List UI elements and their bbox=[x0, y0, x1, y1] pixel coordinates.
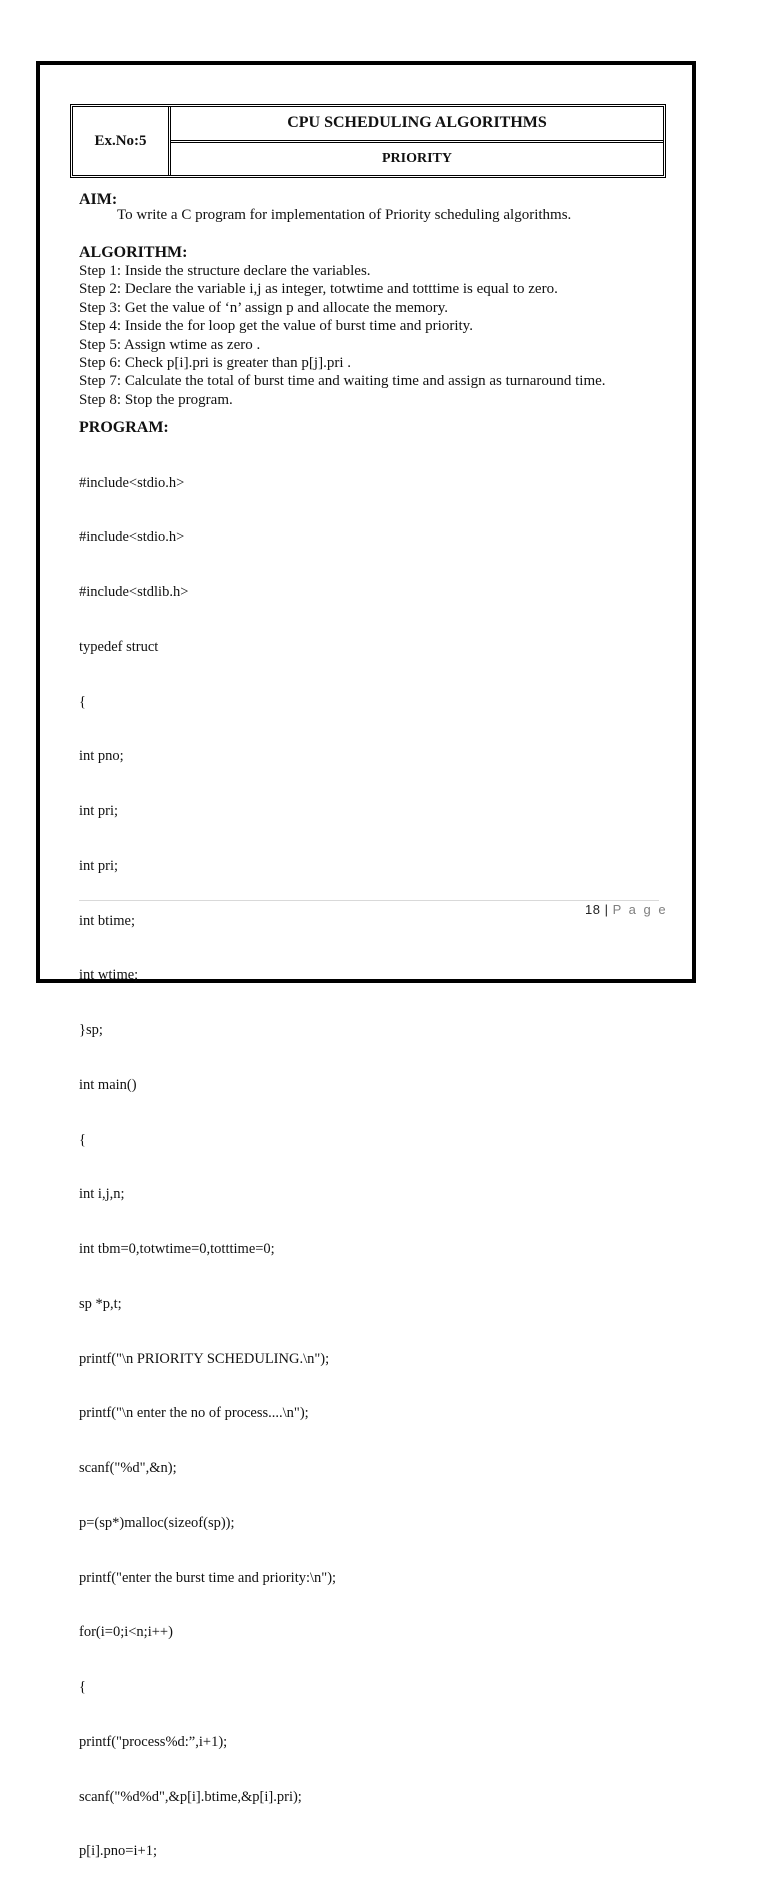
header-table bbox=[70, 104, 666, 178]
code-line: int main() bbox=[79, 1076, 137, 1093]
code-line: #include<stdio.h> bbox=[79, 529, 185, 546]
footer-divider bbox=[79, 900, 659, 901]
algorithm-heading: ALGORITHM: bbox=[79, 244, 188, 261]
code-line: int i,j,n; bbox=[79, 1186, 125, 1203]
algorithm-step: Step 6: Check p[i].pri is greater than p[j].pri . bbox=[79, 355, 352, 372]
page-number-value: 18 bbox=[585, 902, 601, 917]
code-line: for(i=0;i<n;i++) bbox=[79, 1624, 173, 1641]
program-code bbox=[79, 437, 336, 1879]
exercise-number: Ex.No:5 bbox=[73, 107, 171, 175]
aim-text: To write a C program for implementation of Priority scheduling algorithms. bbox=[117, 207, 572, 223]
code-line: int btime; bbox=[79, 912, 135, 929]
code-line: p[i].pno=i+1; bbox=[79, 1843, 157, 1860]
code-line: scanf("%d",&n); bbox=[79, 1460, 177, 1476]
code-line: int pno; bbox=[79, 748, 124, 765]
algorithm-step: Step 2: Declare the variable i,j as integer, totwtime and totttime is equal to zero. bbox=[79, 281, 558, 298]
page-number bbox=[585, 902, 668, 917]
code-line: #include<stdlib.h> bbox=[79, 584, 189, 600]
algorithm-step: Step 3: Get the value of ‘n’ assign p and allocate the memory. bbox=[79, 299, 449, 316]
code-line: int tbm=0,totwtime=0,totttime=0; bbox=[79, 1241, 275, 1257]
algorithm-step: Step 5: Assign wtime as zero . bbox=[79, 336, 261, 353]
code-line: typedef struct bbox=[79, 638, 159, 655]
algorithm-steps bbox=[79, 262, 606, 409]
code-line: printf("\n PRIORITY SCHEDULING.\n"); bbox=[79, 1350, 330, 1367]
algorithm-step: Step 8: Stop the program. bbox=[79, 391, 233, 408]
code-line: }sp; bbox=[79, 1022, 103, 1038]
page-label: P a g e bbox=[612, 902, 668, 917]
code-line: { bbox=[79, 693, 86, 710]
page-number-separator: | bbox=[604, 902, 609, 917]
algorithm-step: Step 1: Inside the structure declare the variables. bbox=[79, 263, 371, 279]
code-line: int pri; bbox=[79, 857, 119, 874]
document-title: CPU SCHEDULING ALGORITHMS bbox=[171, 107, 663, 143]
aim-heading: AIM: bbox=[79, 191, 118, 208]
code-line: scanf("%d%d",&p[i].btime,&p[i].pri); bbox=[79, 1788, 302, 1805]
code-line: printf("enter the burst time and priority:\n"); bbox=[79, 1569, 337, 1586]
program-heading: PROGRAM: bbox=[79, 419, 169, 436]
code-line: p=(sp*)malloc(sizeof(sp)); bbox=[79, 1514, 235, 1531]
code-line: { bbox=[79, 1131, 86, 1148]
header-titles bbox=[171, 107, 663, 175]
code-line: sp *p,t; bbox=[79, 1295, 122, 1312]
document-subtitle: PRIORITY bbox=[381, 150, 452, 166]
code-line: #include<stdio.h> bbox=[79, 474, 185, 491]
code-line: int pri; bbox=[79, 803, 119, 819]
code-line: { bbox=[79, 1679, 86, 1695]
code-line: printf("process%d:”,i+1); bbox=[79, 1733, 228, 1750]
algorithm-step: Step 7: Calculate the total of burst time and waiting time and assign as turnaround time. bbox=[79, 373, 606, 390]
code-line: printf("\n enter the no of process....\n"); bbox=[79, 1405, 309, 1422]
algorithm-step: Step 4: Inside the for loop get the value of burst time and priority. bbox=[79, 318, 473, 335]
code-line: int wtime; bbox=[79, 967, 139, 984]
